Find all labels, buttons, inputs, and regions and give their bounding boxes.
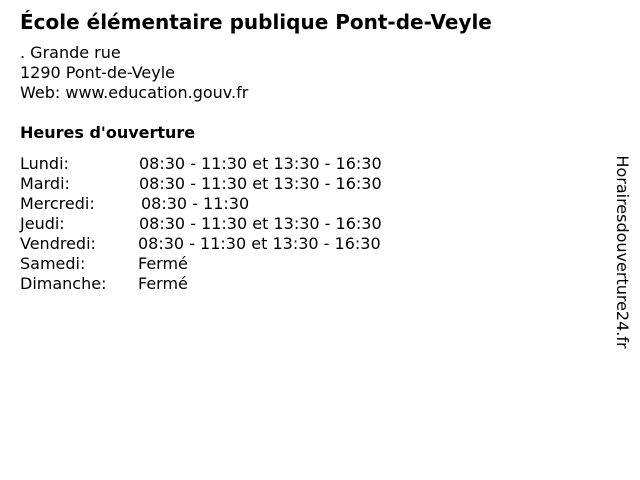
day-label: Samedi: [20,254,86,273]
website-line[interactable]: Web: www.education.gouv.fr [20,83,249,102]
page-title: École élémentaire publique Pont-de-Veyle [20,10,492,34]
address-block [20,43,248,103]
time-value: Fermé [138,254,188,273]
day-label: Dimanche: [20,274,107,293]
time-value: Fermé [138,274,188,293]
day-label: Lundi: [20,154,69,173]
day-label: Jeudi: [20,214,65,233]
day-label: Vendredi: [20,234,96,253]
time-value: 08:30 - 11:30 et 13:30 - 16:30 [139,174,382,193]
hours-heading: Heures d'ouverture [20,123,196,142]
time-value: 08:30 - 11:30 et 13:30 - 16:30 [138,234,381,253]
time-value: 08:30 - 11:30 [141,194,250,213]
time-value: 08:30 - 11:30 et 13:30 - 16:30 [139,154,382,173]
time-value: 08:30 - 11:30 et 13:30 - 16:30 [139,214,382,233]
day-label: Mardi: [20,174,70,193]
site-watermark: Horairesdouverture24.fr [613,155,632,349]
address-street: . Grande rue [20,43,121,62]
address-city: 1290 Pont-de-Veyle [20,63,175,82]
day-label: Mercredi: [20,194,95,213]
